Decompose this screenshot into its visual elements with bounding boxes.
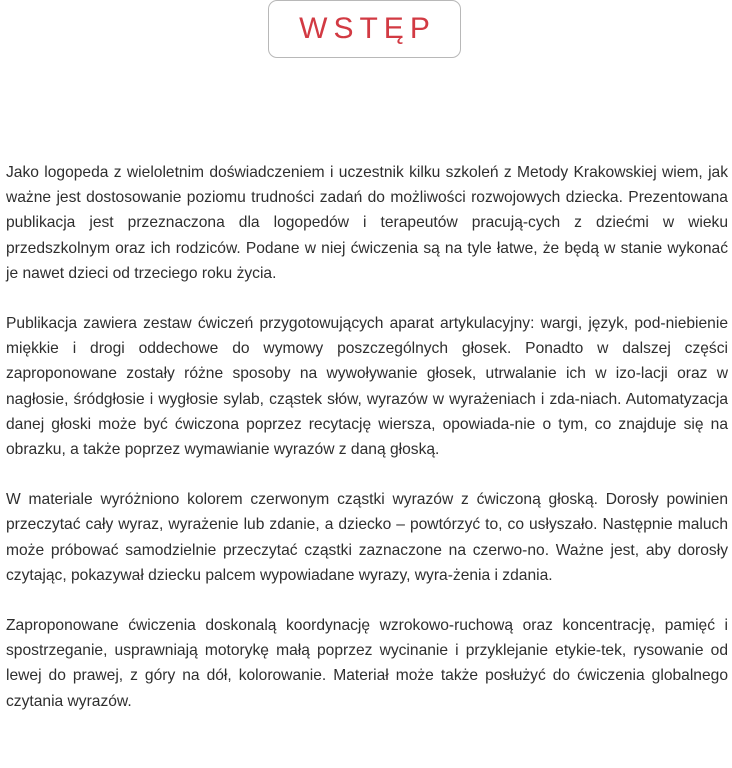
- title-box: [268, 0, 461, 58]
- paragraph-benefits: Zaproponowane ćwiczenia doskonalą koordynację wzrokowo-ruchową oraz koncentrację, pamięć i spostrzeganie, usprawniają motorykę małą poprzez wycinanie i przyklejanie etykie-tek, rysowanie od lewej do prawej, z góry na dół, kolorowanie. Materiał może także posłużyć do ćwiczenia globalnego czytania wyrazów.: [6, 617, 728, 710]
- paragraph-intro: Jako logopeda z wieloletnim doświadczeniem i uczestnik kilku szkoleń z Metody Krakowskiej wiem, jak ważne jest dostosowanie poziomu trudności zadań do możliwości rozwojowych dziecka. Prezentowana publikacja jest przeznaczona dla logopedów i terapeutów pracują-cych z dziećmi w wieku przedszkolnym oraz ich rodziców. Podane w niej ćwiczenia są na tyle łatwe, że będą w stanie wykonać je nawet dzieci od trzeciego roku życia.: [6, 164, 728, 282]
- paragraph-exercises: Publikacja zawiera zestaw ćwiczeń przygotowujących aparat artykulacyjny: wargi, język, pod-niebienie miękkie i drogi oddechowe do wymowy poszczególnych głosek. Ponadto w dalszej części zaproponowane zostały różne sposoby na wywoływanie głosek, utrwalanie ich w izo-lacji oraz w nagłosie, śródgłosie i wygłosie sylab, cząstek słów, wyrazów w wyrażeniach i zda-niach. Automatyzacja danej głoski może być ćwiczona poprzez recytację wiersza, opowiada-nie o tym, co znajduje się na obrazku, a także poprzez wymawianie wyrazów z daną głoską.: [6, 315, 728, 459]
- document-body: [6, 160, 728, 739]
- page-title: WSTĘP: [299, 12, 436, 45]
- paragraph-red-highlight: W materiale wyróżniono kolorem czerwonym cząstki wyrazów z ćwiczoną głoską. Dorosły powinien przeczytać cały wyraz, wyrażenie lub zdanie, a dziecko – powtórzyć to, co usłyszało. Następnie maluch może próbować samodzielnie przeczytać cząstki zaznaczone na czerwo-no. Ważne jest, aby dorosły czytając, pokazywał dziecku palcem wypowiadane wyrazy, wyra-żenia i zdania.: [6, 491, 728, 584]
